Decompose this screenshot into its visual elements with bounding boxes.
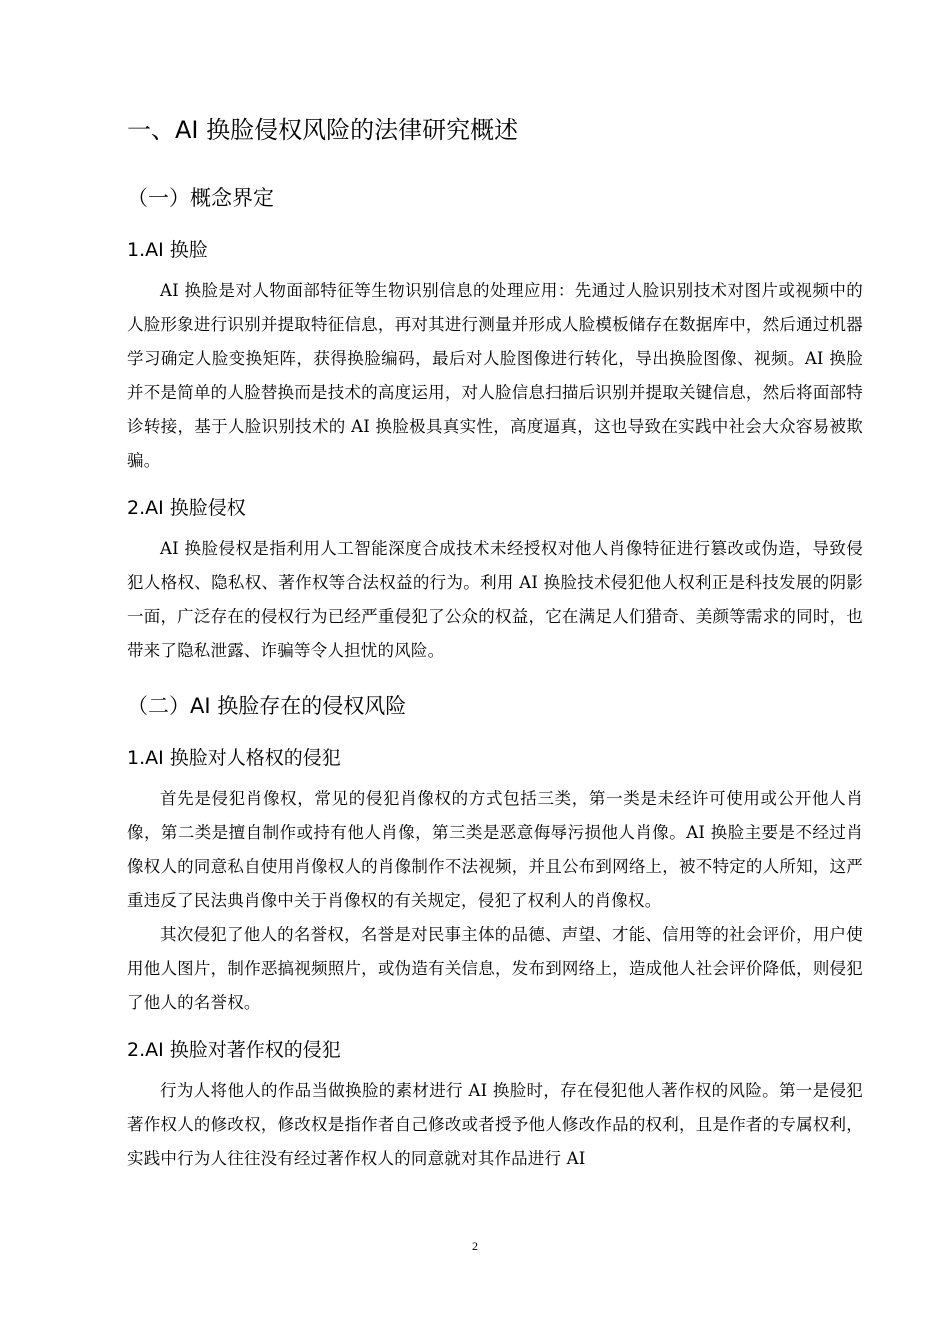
subsection-heading-copyright: 2.AI 换脸对著作权的侵犯 — [127, 1039, 341, 1061]
page-number: 2 — [472, 1239, 478, 1253]
subsection-heading-ai-face-swap-infringement: 2.AI 换脸侵权 — [127, 497, 246, 519]
section-heading-risks: （二）AI 换脸存在的侵权风险 — [127, 694, 407, 718]
paragraph-reputation-rights: 其次侵犯了他人的名誉权，名誉是对民事主体的品德、声望、才能、信用等的社会评价，用户使用他人图片，制作恶搞视频照片，或伪造有关信息，发布到网络上，造成他人社会评价降低，则侵犯了他人的名誉权。 — [127, 925, 863, 1012]
page-content — [127, 110, 863, 1176]
paragraph-ai-face-swap-definition: AI 换脸是对人物面部特征等生物识别信息的处理应用：先通过人脸识别技术对图片或视频中的人脸形象进行识别并提取特征信息，再对其进行测量并形成人脸模板储存在数据库中，然后通过机器学习确定人脸变换矩阵，获得换脸编码，最后对人脸图像进行转化，导出换脸图像、视频。AI 换脸并不是简单的人脸替换而是技术的高度运用，对人脸信息扫描后识别并提取关键信息，然后将面部特诊转接，基于人脸识别技术的 AI 换脸极具真实性，高度逼真，这也导致在实践中社会大众容易被欺骗。 — [127, 281, 863, 470]
paragraph-infringement-definition: AI 换脸侵权是指利用人工智能深度合成技术未经授权对他人肖像特征进行篡改或伪造，导致侵犯人格权、隐私权、著作权等合法权益的行为。利用 AI 换脸技术侵犯他人权利正是科技发展的阴影一面，广泛存在的侵权行为已经严重侵犯了公众的权益，它在满足人们猎奇、美颜等需求的同时，也带来了隐私泄露、诈骗等令人担忧的风险。 — [127, 539, 863, 660]
subsection-heading-personality-rights: 1.AI 换脸对人格权的侵犯 — [127, 747, 341, 769]
section-heading-concepts: （一）概念界定 — [127, 186, 274, 210]
subsection-heading-ai-face-swap: 1.AI 换脸 — [127, 239, 208, 261]
paragraph-portrait-rights: 首先是侵犯肖像权，常见的侵犯肖像权的方式包括三类，第一类是未经许可使用或公开他人肖像，第二类是擅自制作或持有他人肖像，第三类是恶意侮辱污损他人肖像。AI 换脸主要是不经过肖像权人的同意私自使用肖像权人的肖像制作不法视频，并且公布到网络上，被不特定的人所知，这严重违反了民法典肖像中关于肖像权的有关规定，侵犯了权利人的肖像权。 — [127, 789, 863, 910]
chapter-heading: 一、AI 换脸侵权风险的法律研究概述 — [127, 116, 519, 144]
paragraph-copyright: 行为人将他人的作品当做换脸的素材进行 AI 换脸时，存在侵犯他人著作权的风险。第一是侵犯著作权人的修改权，修改权是指作者自己修改或者授予他人修改作品的权利，且是作者的专属权利，实践中行为人往往没有经过著作权人的同意就对其作品进行 AI — [127, 1081, 863, 1168]
